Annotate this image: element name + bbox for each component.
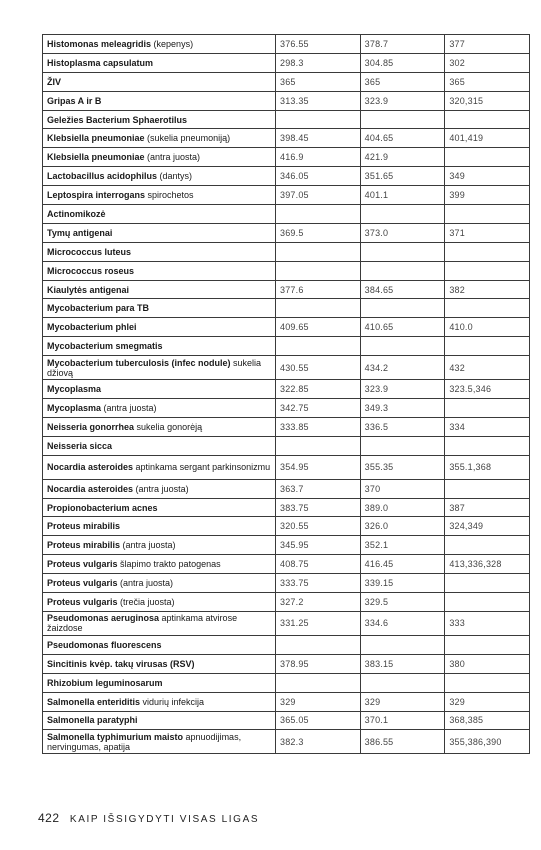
- frequency-cell-3: [445, 479, 530, 498]
- pathogen-note: aptinkama atvirose žaizdose: [47, 613, 238, 634]
- frequency-cell-2: 334.6: [360, 611, 445, 635]
- pathogen-name-cell: [43, 337, 276, 356]
- pathogen-name-cell: [43, 299, 276, 318]
- frequency-cell-1: 376.55: [276, 35, 361, 54]
- table-row: [43, 711, 530, 730]
- table-row: [43, 356, 530, 380]
- pathogen-note: (kepenys): [151, 38, 194, 49]
- table-row: [43, 72, 530, 91]
- frequency-cell-1: 382.3: [276, 730, 361, 754]
- pathogen-name-cell: [43, 356, 276, 380]
- frequency-cell-1: 409.65: [276, 318, 361, 337]
- frequency-cell-3: 399: [445, 186, 530, 205]
- frequency-cell-1: 365: [276, 72, 361, 91]
- pathogen-name: Pseudomonas fluorescens: [47, 639, 162, 650]
- frequency-cell-2: 410.65: [360, 318, 445, 337]
- frequency-table: [42, 34, 530, 754]
- frequency-cell-1: [276, 299, 361, 318]
- pathogen-name-cell: [43, 436, 276, 455]
- pathogen-name-cell: [43, 223, 276, 242]
- frequency-cell-2: [360, 635, 445, 654]
- table-row: [43, 399, 530, 418]
- table-row: [43, 299, 530, 318]
- frequency-cell-1: 333.85: [276, 417, 361, 436]
- frequency-cell-2: 349.3: [360, 399, 445, 418]
- table-row: [43, 91, 530, 110]
- pathogen-name-cell: [43, 654, 276, 673]
- pathogen-name-cell: [43, 635, 276, 654]
- frequency-cell-2: [360, 205, 445, 224]
- frequency-cell-2: [360, 261, 445, 280]
- pathogen-name-cell: [43, 417, 276, 436]
- frequency-cell-2: 384.65: [360, 280, 445, 299]
- pathogen-name: Nocardia asteroides: [47, 483, 134, 494]
- pathogen-note: šlapimo trakto patogenas: [117, 559, 221, 570]
- frequency-cell-3: [445, 635, 530, 654]
- pathogen-name: Salmonella paratyphi: [47, 715, 138, 726]
- table-row: [43, 536, 530, 555]
- frequency-cell-1: [276, 673, 361, 692]
- pathogen-note: spirochetos: [145, 190, 194, 201]
- frequency-cell-3: 368,385: [445, 711, 530, 730]
- frequency-cell-2: 329: [360, 692, 445, 711]
- pathogen-name-cell: [43, 517, 276, 536]
- frequency-cell-2: 304.85: [360, 53, 445, 72]
- pathogen-note: aptinkama sergant parkinsonizmu: [133, 462, 271, 473]
- pathogen-name: Micrococcus roseus: [47, 265, 135, 276]
- page-number: 422: [38, 811, 60, 825]
- frequency-cell-1: [276, 242, 361, 261]
- frequency-cell-3: [445, 299, 530, 318]
- pathogen-note: (sukelia pneumoniją): [144, 133, 231, 144]
- table-row: [43, 673, 530, 692]
- pathogen-name-cell: [43, 110, 276, 129]
- table-row: [43, 280, 530, 299]
- frequency-cell-1: 346.05: [276, 167, 361, 186]
- frequency-cell-3: [445, 337, 530, 356]
- frequency-cell-1: 354.95: [276, 455, 361, 479]
- table-row: [43, 417, 530, 436]
- frequency-cell-1: 378.95: [276, 654, 361, 673]
- table-row: [43, 205, 530, 224]
- frequency-cell-3: [445, 436, 530, 455]
- frequency-table-body: [43, 35, 530, 754]
- pathogen-name: Histoplasma capsulatum: [47, 57, 154, 68]
- pathogen-name: Proteus mirabilis: [47, 521, 121, 532]
- frequency-cell-2: 373.0: [360, 223, 445, 242]
- pathogen-name-cell: [43, 91, 276, 110]
- frequency-cell-2: [360, 673, 445, 692]
- frequency-cell-3: [445, 574, 530, 593]
- table-row: [43, 242, 530, 261]
- pathogen-name: Klebsiella pneumoniae: [47, 133, 145, 144]
- frequency-cell-2: 365: [360, 72, 445, 91]
- frequency-cell-2: 323.9: [360, 91, 445, 110]
- table-row: [43, 498, 530, 517]
- table-row: [43, 337, 530, 356]
- frequency-cell-2: 383.15: [360, 654, 445, 673]
- frequency-cell-1: [276, 635, 361, 654]
- pathogen-name-cell: [43, 148, 276, 167]
- frequency-cell-1: [276, 261, 361, 280]
- frequency-cell-2: 386.55: [360, 730, 445, 754]
- pathogen-name: Salmonella typhimurium maisto: [47, 731, 184, 742]
- frequency-cell-2: 404.65: [360, 129, 445, 148]
- frequency-cell-3: 377: [445, 35, 530, 54]
- frequency-cell-1: 320.55: [276, 517, 361, 536]
- pathogen-name-cell: [43, 593, 276, 612]
- table-row: [43, 380, 530, 399]
- pathogen-name-cell: [43, 479, 276, 498]
- table-row: [43, 110, 530, 129]
- pathogen-name-cell: [43, 455, 276, 479]
- frequency-cell-3: [445, 593, 530, 612]
- frequency-cell-3: 320,315: [445, 91, 530, 110]
- pathogen-name: Proteus vulgaris: [47, 596, 118, 607]
- frequency-cell-2: 434.2: [360, 356, 445, 380]
- frequency-cell-1: 398.45: [276, 129, 361, 148]
- pathogen-name: Rhizobium leguminosarum: [47, 677, 163, 688]
- table-row: [43, 223, 530, 242]
- table-row: [43, 129, 530, 148]
- pathogen-name-cell: [43, 186, 276, 205]
- pathogen-name: ŽIV: [47, 76, 62, 87]
- table-row: [43, 593, 530, 612]
- frequency-cell-3: 365: [445, 72, 530, 91]
- frequency-cell-1: [276, 436, 361, 455]
- pathogen-name: Geležies Bacterium Sphaerotilus: [47, 114, 188, 125]
- pathogen-name: Actinomikozė: [47, 208, 106, 219]
- pathogen-name: Mycobacterium phlei: [47, 322, 137, 333]
- pathogen-name: Kiaulytės antigenai: [47, 284, 130, 295]
- table-row: [43, 692, 530, 711]
- frequency-cell-3: 355,386,390: [445, 730, 530, 754]
- frequency-cell-3: 382: [445, 280, 530, 299]
- pathogen-name-cell: [43, 555, 276, 574]
- pathogen-name-cell: [43, 53, 276, 72]
- frequency-cell-1: 329: [276, 692, 361, 711]
- frequency-cell-1: 331.25: [276, 611, 361, 635]
- frequency-cell-2: 370: [360, 479, 445, 498]
- pathogen-name-cell: [43, 380, 276, 399]
- pathogen-name: Nocardia asteroides: [47, 462, 134, 473]
- pathogen-note: sukelia džiovą: [47, 357, 262, 378]
- frequency-cell-3: 387: [445, 498, 530, 517]
- frequency-cell-3: 323.5,346: [445, 380, 530, 399]
- table-row: [43, 555, 530, 574]
- pathogen-name-cell: [43, 167, 276, 186]
- pathogen-name: Neisseria sicca: [47, 440, 113, 451]
- frequency-cell-3: [445, 205, 530, 224]
- frequency-cell-2: [360, 110, 445, 129]
- table-row: [43, 261, 530, 280]
- pathogen-note: (antra juosta): [133, 483, 189, 494]
- table-row: [43, 35, 530, 54]
- frequency-cell-3: [445, 148, 530, 167]
- frequency-cell-2: 339.15: [360, 574, 445, 593]
- pathogen-note: (antra juosta): [120, 540, 176, 551]
- pathogen-name-cell: [43, 574, 276, 593]
- frequency-cell-3: [445, 110, 530, 129]
- pathogen-name-cell: [43, 280, 276, 299]
- frequency-cell-3: [445, 242, 530, 261]
- pathogen-note: (antra juosta): [117, 578, 174, 589]
- table-row: [43, 186, 530, 205]
- table-row: [43, 167, 530, 186]
- frequency-cell-1: 408.75: [276, 555, 361, 574]
- frequency-cell-2: 401.1: [360, 186, 445, 205]
- table-row: [43, 436, 530, 455]
- frequency-cell-3: 355.1,368: [445, 455, 530, 479]
- frequency-cell-2: 323.9: [360, 380, 445, 399]
- frequency-cell-3: 302: [445, 53, 530, 72]
- frequency-cell-3: 401,419: [445, 129, 530, 148]
- pathogen-name-cell: [43, 673, 276, 692]
- pathogen-name-cell: [43, 35, 276, 54]
- frequency-cell-1: 416.9: [276, 148, 361, 167]
- pathogen-name-cell: [43, 498, 276, 517]
- pathogen-name: Proteus mirabilis: [47, 540, 121, 551]
- pathogen-name: Leptospira interrogans: [47, 190, 146, 201]
- frequency-cell-1: 363.7: [276, 479, 361, 498]
- pathogen-name: Mycobacterium tuberculosis (infec nodule): [47, 357, 231, 368]
- table-row: [43, 611, 530, 635]
- pathogen-name: Neisseria gonorrhea: [47, 421, 135, 432]
- pathogen-name: Mycobacterium smegmatis: [47, 341, 163, 352]
- pathogen-name: Mycobacterium para TB: [47, 303, 150, 314]
- pathogen-name: Histomonas meleagridis: [47, 38, 152, 49]
- pathogen-name: Gripas A ir B: [47, 95, 102, 106]
- pathogen-name-cell: [43, 711, 276, 730]
- frequency-cell-1: 327.2: [276, 593, 361, 612]
- frequency-cell-3: [445, 261, 530, 280]
- pathogen-note: (trečia juosta): [117, 596, 175, 607]
- table-row: [43, 654, 530, 673]
- pathogen-name: Proteus vulgaris: [47, 559, 118, 570]
- frequency-cell-2: 336.5: [360, 417, 445, 436]
- frequency-cell-1: [276, 337, 361, 356]
- frequency-cell-2: 355.35: [360, 455, 445, 479]
- frequency-cell-3: 333: [445, 611, 530, 635]
- pathogen-note: (antra juosta): [101, 402, 157, 413]
- frequency-cell-2: 352.1: [360, 536, 445, 555]
- pathogen-name-cell: [43, 261, 276, 280]
- table-row: [43, 479, 530, 498]
- pathogen-name-cell: [43, 536, 276, 555]
- pathogen-name: Lactobacillus acidophilus: [47, 171, 158, 182]
- frequency-cell-2: [360, 436, 445, 455]
- pathogen-name: Mycoplasma: [47, 384, 102, 395]
- frequency-cell-2: 370.1: [360, 711, 445, 730]
- pathogen-name: Mycoplasma: [47, 402, 102, 413]
- pathogen-name-cell: [43, 242, 276, 261]
- pathogen-name-cell: [43, 205, 276, 224]
- table-row: [43, 517, 530, 536]
- pathogen-name: Pseudomonas aeruginosa: [47, 613, 160, 624]
- frequency-cell-1: 333.75: [276, 574, 361, 593]
- frequency-cell-3: 324,349: [445, 517, 530, 536]
- frequency-cell-1: 298.3: [276, 53, 361, 72]
- table-row: [43, 455, 530, 479]
- pathogen-name-cell: [43, 72, 276, 91]
- pathogen-name: Micrococcus luteus: [47, 246, 132, 257]
- frequency-cell-3: [445, 536, 530, 555]
- frequency-cell-2: 326.0: [360, 517, 445, 536]
- frequency-cell-2: 421.9: [360, 148, 445, 167]
- frequency-cell-1: 313.35: [276, 91, 361, 110]
- frequency-cell-1: 377.6: [276, 280, 361, 299]
- pathogen-name: Klebsiella pneumoniae: [47, 152, 145, 163]
- table-row: [43, 730, 530, 754]
- table-row: [43, 148, 530, 167]
- pathogen-note: sukelia gonorėją: [134, 421, 203, 432]
- frequency-cell-2: 416.45: [360, 555, 445, 574]
- pathogen-note: apnuodijimas, nervingumas, apatija: [47, 731, 242, 752]
- frequency-cell-3: [445, 673, 530, 692]
- pathogen-name: Tymų antigenai: [47, 227, 113, 238]
- pathogen-name-cell: [43, 730, 276, 754]
- pathogen-name-cell: [43, 129, 276, 148]
- frequency-cell-1: 365.05: [276, 711, 361, 730]
- frequency-cell-1: 369.5: [276, 223, 361, 242]
- pathogen-name-cell: [43, 318, 276, 337]
- frequency-cell-3: 413,336,328: [445, 555, 530, 574]
- pathogen-name-cell: [43, 611, 276, 635]
- frequency-cell-2: [360, 337, 445, 356]
- pathogen-note: vidurių infekcija: [140, 696, 205, 707]
- frequency-cell-1: [276, 110, 361, 129]
- frequency-cell-1: 342.75: [276, 399, 361, 418]
- frequency-cell-2: 351.65: [360, 167, 445, 186]
- page-footer: [38, 811, 259, 825]
- frequency-cell-1: 430.55: [276, 356, 361, 380]
- frequency-cell-2: [360, 242, 445, 261]
- frequency-cell-3: 334: [445, 417, 530, 436]
- frequency-cell-3: 371: [445, 223, 530, 242]
- table-row: [43, 318, 530, 337]
- pathogen-note: (antra juosta): [144, 152, 201, 163]
- table-row: [43, 574, 530, 593]
- pathogen-name: Salmonella enteriditis: [47, 696, 141, 707]
- pathogen-name: Propionobacterium acnes: [47, 502, 158, 513]
- frequency-cell-2: [360, 299, 445, 318]
- pathogen-name: Proteus vulgaris: [47, 578, 118, 589]
- pathogen-name: Sincitinis kvėp. takų virusas (RSV): [47, 658, 195, 669]
- frequency-cell-2: 378.7: [360, 35, 445, 54]
- frequency-cell-1: 322.85: [276, 380, 361, 399]
- frequency-cell-2: 329.5: [360, 593, 445, 612]
- frequency-cell-3: 410.0: [445, 318, 530, 337]
- frequency-cell-1: 383.75: [276, 498, 361, 517]
- table-row: [43, 635, 530, 654]
- frequency-cell-3: 432: [445, 356, 530, 380]
- frequency-cell-2: 389.0: [360, 498, 445, 517]
- pathogen-name-cell: [43, 692, 276, 711]
- table-row: [43, 53, 530, 72]
- frequency-cell-3: 349: [445, 167, 530, 186]
- frequency-cell-1: [276, 205, 361, 224]
- pathogen-name-cell: [43, 399, 276, 418]
- book-title: KAIP IŠSIGYDYTI VISAS LIGAS: [69, 814, 260, 825]
- frequency-cell-3: 380: [445, 654, 530, 673]
- frequency-cell-1: 345.95: [276, 536, 361, 555]
- frequency-cell-1: 397.05: [276, 186, 361, 205]
- frequency-cell-3: 329: [445, 692, 530, 711]
- frequency-cell-3: [445, 399, 530, 418]
- pathogen-note: (dantys): [157, 171, 193, 182]
